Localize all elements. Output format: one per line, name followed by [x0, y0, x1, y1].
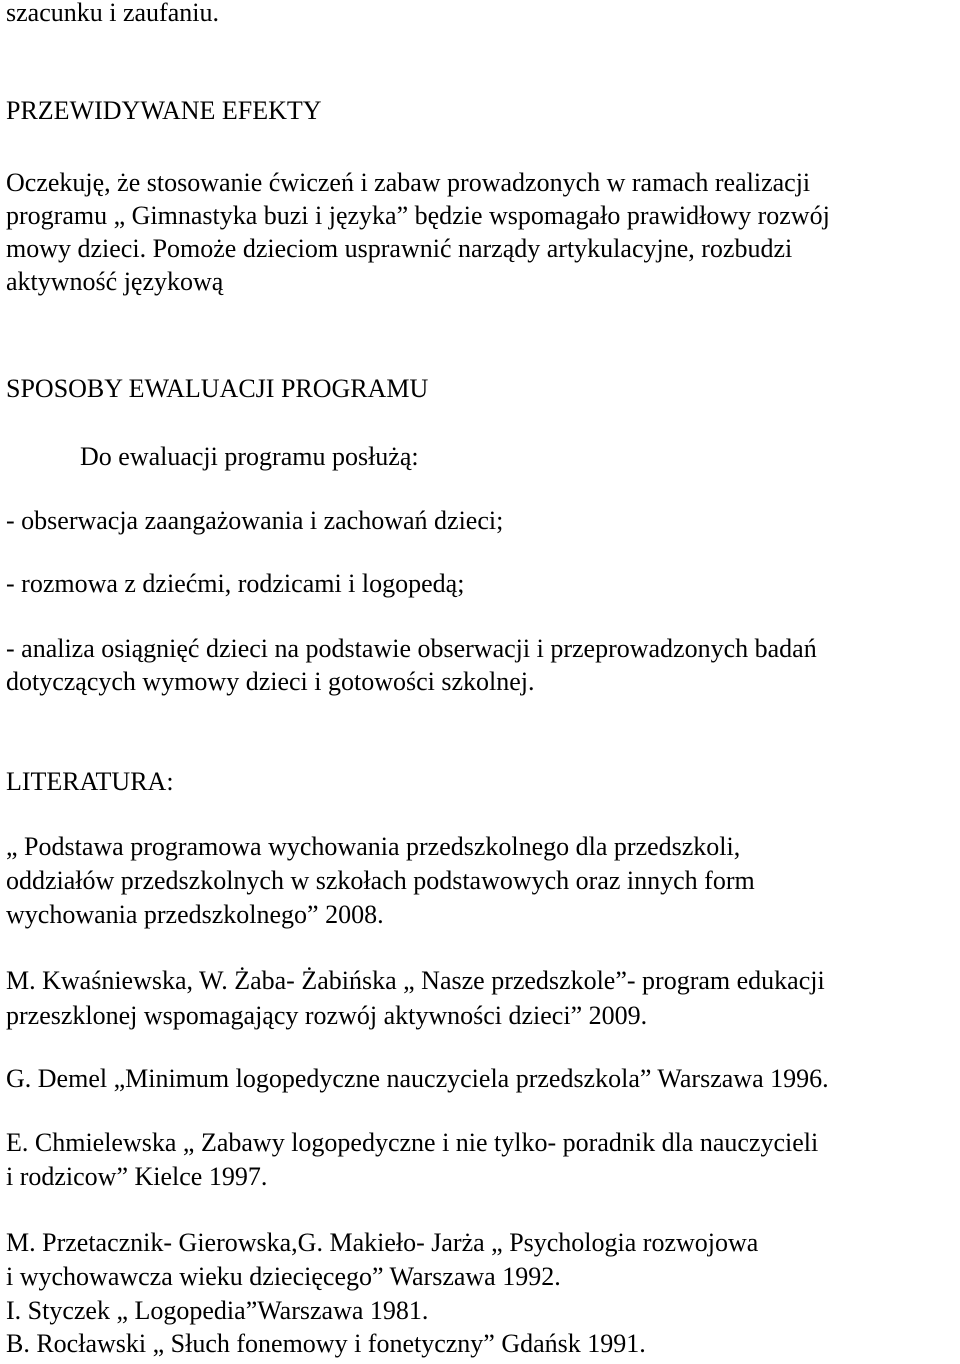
reference-entry: i rodzicow” Kielce 1997. — [6, 1162, 268, 1191]
reference-entry: przeszklonej wspomagający rozwój aktywności dzieci” 2009. — [6, 1001, 648, 1030]
text-line: mowy dzieci. Pomoże dzieciom usprawnić narządy artykulacyjne, rozbudzi — [6, 234, 793, 263]
list-item: - analiza osiągnięć dzieci na podstawie obserwacji i przeprowadzonych badań — [6, 634, 817, 663]
reference-entry: oddziałów przedszkolnych w szkołach podstawowych oraz innych form — [6, 866, 755, 895]
reference-entry: M. Przetacznik- Gierowska,G. Makieło- Jarża „ Psychologia rozwojowa — [6, 1228, 759, 1257]
reference-entry: wychowania przedszkolnego” 2008. — [6, 900, 384, 929]
reference-entry: „ Podstawa programowa wychowania przedszkolnego dla przedszkoli, — [6, 832, 741, 861]
list-item: - rozmowa z dziećmi, rodzicami i logopedą; — [6, 569, 465, 598]
text-line: programu „ Gimnastyka buzi i języka” będzie wspomagało prawidłowy rozwój — [6, 201, 830, 230]
text-line: szacunku i zaufaniu. — [6, 0, 219, 27]
section-heading-efekty: PRZEWIDYWANE EFEKTY — [6, 96, 322, 125]
reference-entry: i wychowawcza wieku dziecięcego” Warszawa 1992. — [6, 1262, 561, 1291]
text-line-indented: Do ewaluacji programu posłużą: — [80, 442, 419, 471]
reference-entry: E. Chmielewska „ Zabawy logopedyczne i nie tylko- poradnik dla nauczycieli — [6, 1128, 819, 1157]
reference-entry: I. Styczek „ Logopedia”Warszawa 1981. — [6, 1296, 429, 1325]
section-heading-ewaluacja: SPOSOBY EWALUACJI PROGRAMU — [6, 374, 429, 403]
section-heading-literatura: LITERATURA: — [6, 767, 174, 796]
reference-entry: G. Demel „Minimum logopedyczne nauczyciela przedszkola” Warszawa 1996. — [6, 1064, 829, 1093]
reference-entry: M. Kwaśniewska, W. Żaba- Żabińska „ Nasze przedszkole”- program edukacji — [6, 966, 825, 995]
text-line: aktywność językową — [6, 267, 224, 296]
list-item: - obserwacja zaangażowania i zachowań dzieci; — [6, 506, 504, 535]
list-item-continuation: dotyczących wymowy dzieci i gotowości szkolnej. — [6, 667, 535, 696]
text-line: Oczekuję, że stosowanie ćwiczeń i zabaw prowadzonych w ramach realizacji — [6, 168, 811, 197]
reference-entry: B. Rocławski „ Słuch fonemowy i fonetyczny” Gdańsk 1991. — [6, 1329, 646, 1358]
